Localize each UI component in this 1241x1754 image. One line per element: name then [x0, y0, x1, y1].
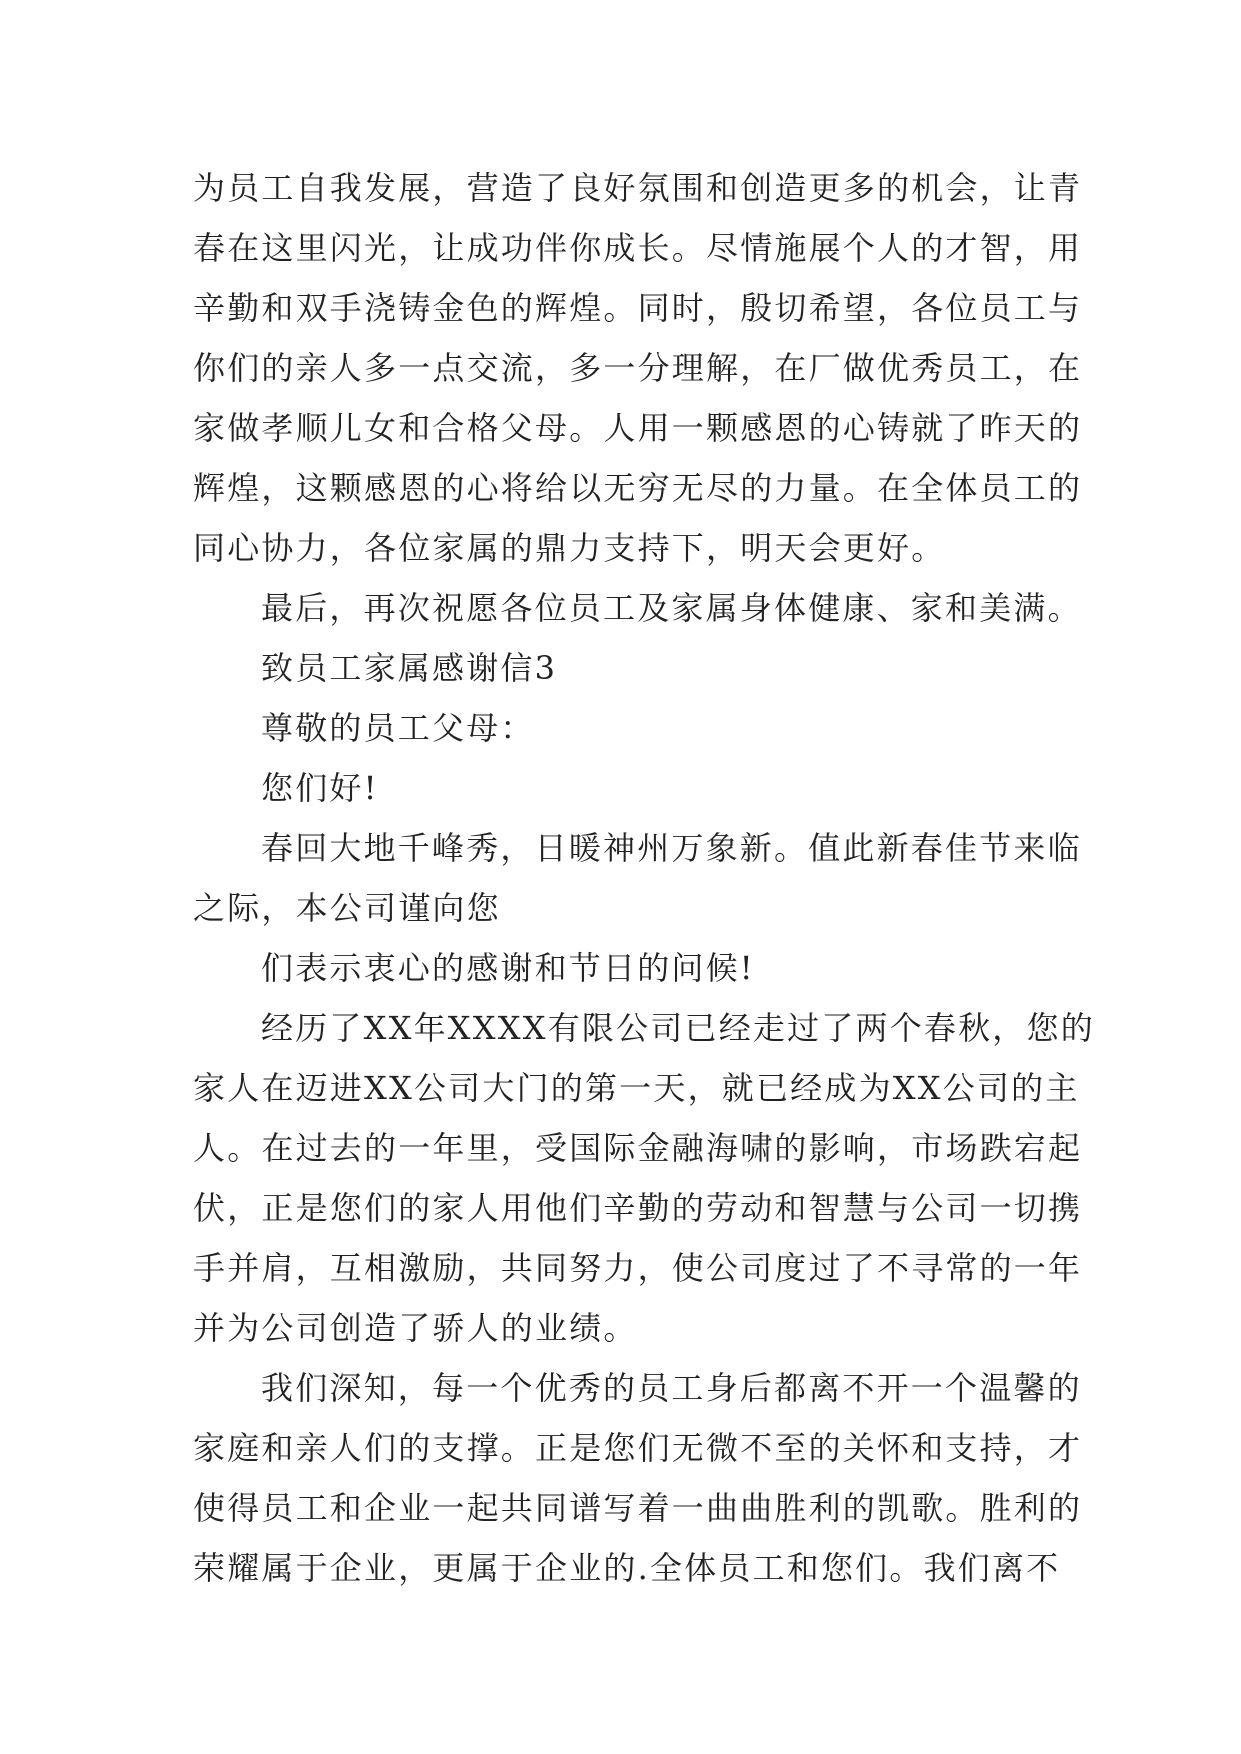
- text-line: 使得员工和企业一起共同谱写着一曲曲胜利的凯歌。胜利的: [193, 1489, 1083, 1527]
- text-line: 我们深知，每一个优秀的员工身后都离不开一个温馨的: [261, 1369, 1082, 1407]
- text-line: 人。在过去的一年里，受国际金融海啸的影响，市场跌宕起: [193, 1129, 1083, 1167]
- text-line: 你们的亲人多一点交流，多一分理解，在厂做优秀员工，在: [193, 349, 1083, 387]
- text-line: 家庭和亲人们的支撑。正是您们无微不至的关怀和支持，才: [193, 1429, 1083, 1467]
- text-line: 家人在迈进XX公司大门的第一天，就已经成为XX公司的主: [193, 1069, 1080, 1107]
- text-line: 为员工自我发展，营造了良好氛围和创造更多的机会，让青: [193, 169, 1083, 207]
- text-line: 最后，再次祝愿各位员工及家属身体健康、家和美满。: [261, 589, 1082, 627]
- text-line: 辛勤和双手浇铸金色的辉煌。同时，殷切希望，各位员工与: [193, 289, 1083, 327]
- text-line: 春在这里闪光，让成功伴你成长。尽情施展个人的才智，用: [193, 229, 1083, 267]
- body-text: [193, 158, 1095, 1598]
- text-line: 春回大地千峰秀，日暖神州万象新。值此新春佳节来临: [261, 829, 1082, 867]
- text-line: 致员工家属感谢信3: [261, 649, 558, 687]
- text-line: 伏，正是您们的家人用他们辛勤的劳动和智慧与公司一切携: [193, 1189, 1083, 1227]
- text-line: 同心协力，各位家属的鼎力支持下，明天会更好。: [193, 529, 946, 567]
- text-line: 们表示衷心的感谢和节日的问候!: [261, 949, 755, 987]
- text-line: 家做孝顺儿女和合格父母。人用一颗感恩的心铸就了昨天的: [193, 409, 1083, 447]
- text-line: 辉煌，这颗感恩的心将给以无穷无尽的力量。在全体员工的: [193, 469, 1083, 507]
- text-line: 经历了XX年XXXX有限公司已经走过了两个春秋，您的: [261, 1009, 1095, 1047]
- text-line: 尊敬的员工父母：: [261, 709, 535, 747]
- text-line: 之际，本公司谨向您: [193, 889, 501, 927]
- text-line: 手并肩，互相激励，共同努力，使公司度过了不寻常的一年: [193, 1249, 1083, 1287]
- text-line: 荣耀属于企业，更属于企业的.全体员工和您们。我们离不: [193, 1549, 1061, 1587]
- text-line: 并为公司创造了骄人的业绩。: [193, 1309, 638, 1347]
- text-line: 您们好!: [261, 769, 379, 807]
